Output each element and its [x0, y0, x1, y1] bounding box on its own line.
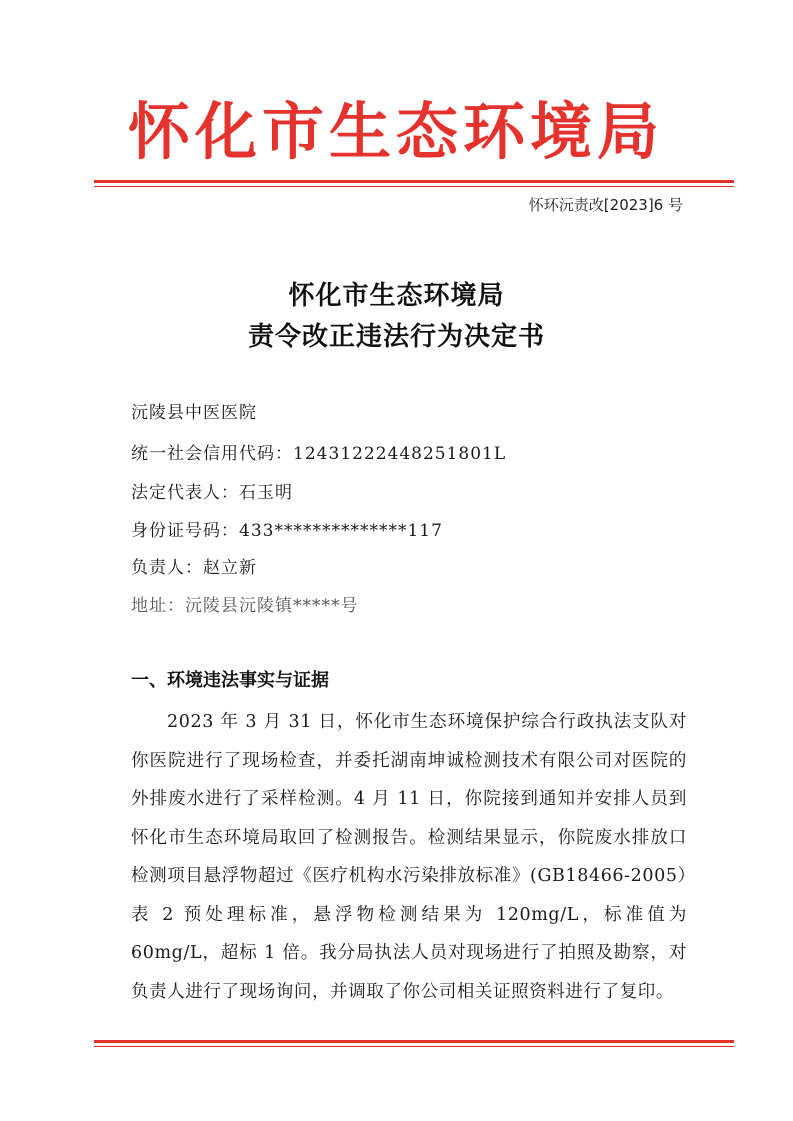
document-number: 怀环沅责改[2023]6 号: [528, 196, 683, 214]
footer-rule-thin: [94, 1046, 734, 1047]
document-title-line1: 怀化市生态环境局: [288, 281, 505, 311]
person-in-charge: 负责人：赵立新: [131, 558, 257, 578]
letterhead-title: 怀化市生态环境局: [128, 95, 665, 168]
section-heading: 一、环境违法事实与证据: [131, 670, 329, 691]
footer-rule-thick: [94, 1040, 734, 1043]
letterhead-rule-thin: [94, 186, 734, 187]
address: 地址：沅陵县沅陵镇*****号: [131, 596, 359, 616]
letterhead-rule-thick: [94, 180, 734, 183]
party-name: 沅陵县中医医院: [131, 403, 257, 423]
id-number: 身份证号码：433**************117: [131, 521, 443, 541]
legal-representative: 法定代表人：石玉明: [131, 483, 293, 503]
section-paragraph: 2023 年 3 月 31 日，怀化市生态环境保护综合行政执法支队对你医院进行了现场检查，并委托湖南坤诚检测技术有限公司对医院的外排废水进行了采样检测。4 月 11 日，你院接到通知并安排人员到怀化市生态环境局取回了检测报告。检测结果显示，你院废水排放口检测项目悬浮物超过《医疗机构水污染排放标准》(GB18466-2005）表 2 预处理标准，悬浮物检测结果为 120mg/L，标准值为 60mg/L，超标 1 倍。我分局执法人员对现场进行了拍照及勘察，对负责人进行了现场询问，并调取了你公司相关证照资料进行了复印。: [131, 712, 687, 1002]
credit-code: 统一社会信用代码：12431222448251801L: [131, 444, 507, 464]
document-title-line2: 责令改正违法行为决定书: [247, 322, 545, 352]
